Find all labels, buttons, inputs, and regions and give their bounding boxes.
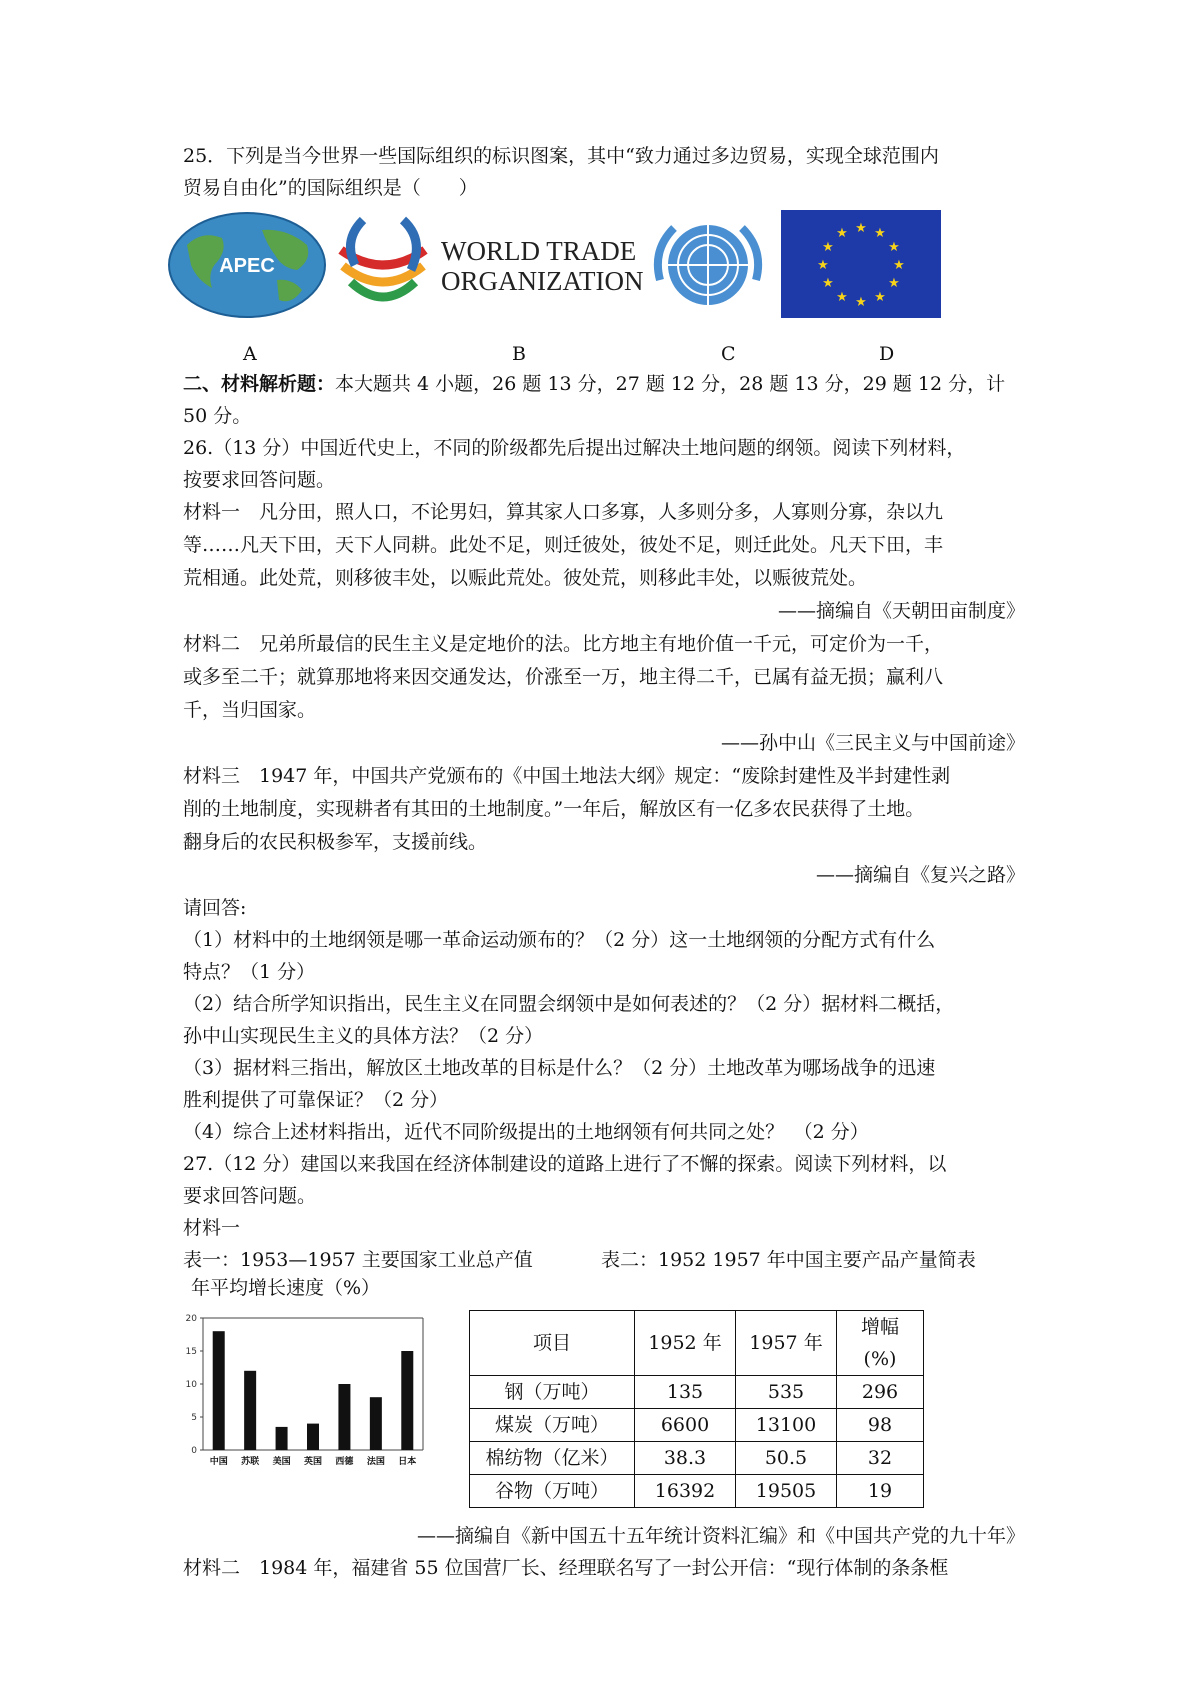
q26-m2-line: 或多至二千；就算那地将来因交通发达，价涨至一万，地主得二千，已属有益无损；赢利八: [183, 666, 944, 688]
table1-title-2: 年平均增长速度（%）: [191, 1277, 381, 1299]
exam-page: [183, 140, 1025, 1584]
apec-globe-icon: [167, 210, 327, 320]
q26-question: （1）材料中的土地纲领是哪一革命运动颁布的？（2 分）这一土地纲领的分配方式有什么: [183, 929, 936, 951]
table-cell: 钢（万吨）: [470, 1376, 635, 1409]
bar: [213, 1331, 225, 1450]
section-heading-bold: 二、材料解析题：: [183, 373, 336, 395]
bar: [370, 1397, 382, 1450]
q27-m1-label: 材料一: [183, 1217, 241, 1239]
q26-question: 胜利提供了可靠保证？（2 分）: [183, 1089, 449, 1111]
table-cell: 98: [837, 1409, 924, 1442]
option-b[interactable]: B: [512, 343, 526, 365]
y-tick-label: 5: [191, 1413, 197, 1423]
table-header-cell: 增幅(%): [837, 1311, 924, 1376]
svg-text:★: ★: [822, 276, 834, 291]
svg-text:★: ★: [855, 295, 867, 310]
q26-m2-source: ——孙中山《三民主义与中国前途》: [720, 732, 1025, 754]
table-header-cell: 1957 年: [736, 1311, 837, 1376]
table-cell: 棉纺物（亿米）: [470, 1442, 635, 1475]
q26-question: （3）据材料三指出，解放区土地改革的目标是什么？（2 分）土地改革为哪场战争的迅速: [183, 1057, 936, 1079]
y-tick-label: 0: [191, 1446, 197, 1456]
q26-m3-line: 翻身后的农民积极参军，支援前线。: [183, 831, 488, 853]
table-row: [470, 1442, 924, 1475]
un-emblem-icon: [646, 210, 771, 320]
svg-text:★: ★: [888, 276, 900, 291]
bar: [276, 1427, 288, 1450]
q26-intro2: 按要求回答问题。: [183, 469, 336, 491]
q27-intro1: 27.（12 分）建国以来我国在经济体制建设的道路上进行了不懈的探索。阅读下列材料，以: [183, 1153, 947, 1175]
wto-logo-icon: [333, 210, 643, 320]
option-a[interactable]: A: [243, 343, 257, 365]
q26-m3-line: 材料三 1947 年，中国共产党颁布的《中国土地法大纲》规定：“废除封建性及半封建性剥: [183, 765, 951, 787]
svg-text:★: ★: [817, 258, 829, 273]
svg-text:★: ★: [888, 240, 900, 255]
table-cell: 135: [635, 1376, 736, 1409]
section-heading: [183, 368, 1025, 400]
y-tick-label: 15: [185, 1347, 197, 1357]
svg-text:★: ★: [836, 290, 848, 305]
table1-title: 表一：1953—1957 主要国家工业总产值: [183, 1249, 533, 1271]
q27-source: ——摘编自《新中国五十五年统计资料汇编》和《中国共产党的九十年》: [416, 1525, 1025, 1547]
q26-m2-line: 千，当归国家。: [183, 699, 317, 721]
svg-text:★: ★: [874, 290, 886, 305]
x-tick-label: 美国: [272, 1457, 291, 1467]
production-table: [469, 1310, 924, 1508]
section-heading-rest: 本大题共 4 小题，26 题 13 分，27 题 12 分，28 题 13 分，29 题 12 分，计: [335, 373, 1006, 395]
q26-intro1: 26.（13 分）中国近代史上，不同的阶级都先后提出过解决土地问题的纲领。阅读下列材料，: [183, 437, 966, 459]
table-row: [470, 1376, 924, 1409]
x-tick-label: 法国: [366, 1457, 385, 1467]
q25-line2: 贸易自由化”的国际组织是（ ）: [183, 177, 478, 199]
table2-title: 表二：1952 1957 年中国主要产品产量简表: [601, 1249, 976, 1271]
table-header-cell: 1952 年: [635, 1311, 736, 1376]
table-row: [470, 1409, 924, 1442]
option-c[interactable]: C: [721, 343, 736, 365]
svg-text:★: ★: [893, 258, 905, 273]
tables-row: [183, 1310, 1025, 1510]
y-tick-label: 10: [185, 1380, 197, 1390]
apec-text: APEC: [219, 255, 275, 277]
table-header-row: [470, 1311, 924, 1376]
q27-material-2: 材料二 1984 年，福建省 55 位国营厂长、经理联名写了一封公开信：“现行体制的条条框: [183, 1557, 949, 1579]
table-cell: 50.5: [736, 1442, 837, 1475]
q26-m1-line: 材料一 凡分田，照人口，不论男妇，算其家人口多寡，人多则分多，人寡则分寡，杂以九: [183, 501, 944, 523]
table-row: [470, 1475, 924, 1508]
wto-text-2: ORGANIZATION: [441, 266, 643, 296]
table-cell: 38.3: [635, 1442, 736, 1475]
wto-text-1: WORLD TRADE: [441, 236, 637, 266]
x-tick-label: 日本: [398, 1457, 417, 1467]
table-cell: 32: [837, 1442, 924, 1475]
option-d[interactable]: D: [879, 343, 895, 365]
q26-question: 特点？（1 分）: [183, 961, 316, 983]
q26-material-3: [183, 760, 1025, 892]
x-tick-label: 西德: [335, 1457, 354, 1467]
y-tick-label: 20: [185, 1314, 197, 1324]
section-heading-line2: 50 分。: [183, 405, 252, 427]
x-tick-label: 苏联: [241, 1457, 260, 1467]
q26-material-2: [183, 628, 1025, 760]
table-cell: 13100: [736, 1409, 837, 1442]
x-tick-label: 中国: [209, 1457, 228, 1467]
bar: [338, 1384, 350, 1450]
q26-material-1: [183, 496, 1025, 628]
q26-ask: 请回答:: [183, 897, 247, 919]
q27-intro2: 要求回答问题。: [183, 1185, 317, 1207]
table-cell: 16392: [635, 1475, 736, 1508]
svg-text:★: ★: [836, 226, 848, 241]
eu-flag-icon: [781, 210, 941, 318]
table-captions: [183, 1244, 1025, 1302]
table-header-cell: 项目: [470, 1311, 635, 1376]
svg-text:★: ★: [874, 226, 886, 241]
table-cell: 6600: [635, 1409, 736, 1442]
bar: [307, 1424, 319, 1450]
x-tick-label: 英国: [303, 1457, 323, 1467]
q26-m1-line: 等……凡天下田，天下人同耕。此处不足，则迁彼处，彼处不足，则迁此处。凡天下田，丰: [183, 534, 944, 556]
logo-row: [183, 210, 1025, 338]
q26-m3-line: 削的土地制度，实现耕者有其田的土地制度。”一年后，解放区有一亿多农民获得了土地。: [183, 798, 925, 820]
option-letters: [183, 338, 1025, 368]
bar: [244, 1371, 256, 1450]
q26-m3-source: ——摘编自《复兴之路》: [815, 864, 1025, 886]
q26-m1-line: 荒相通。此处荒，则移彼丰处，以赈此荒处。彼处荒，则移此丰处，以赈彼荒处。: [183, 567, 868, 589]
bar: [401, 1351, 413, 1450]
table-cell: 煤炭（万吨）: [470, 1409, 635, 1442]
table-cell: 296: [837, 1376, 924, 1409]
svg-text:★: ★: [855, 221, 867, 236]
table-cell: 谷物（万吨）: [470, 1475, 635, 1508]
q26-question: （2）结合所学知识指出，民生主义在同盟会纲领中是如何表述的？（2 分）据材料二概括，: [183, 993, 955, 1015]
q26-question: 孙中山实现民生主义的具体方法？（2 分）: [183, 1025, 544, 1047]
table-cell: 19: [837, 1475, 924, 1508]
q26-m2-line: 材料二 兄弟所最信的民生主义是定地价的法。比方地主有地价值一千元，可定价为一千，: [183, 633, 944, 655]
growth-bar-chart: [181, 1310, 441, 1510]
svg-text:★: ★: [822, 240, 834, 255]
q25-line1: 25．下列是当今世界一些国际组织的标识图案，其中“致力通过多边贸易，实现全球范围内: [183, 145, 939, 167]
table-cell: 19505: [736, 1475, 837, 1508]
q26-question: （4）综合上述材料指出，近代不同阶级提出的土地纲领有何共同之处？ （2 分）: [183, 1121, 869, 1143]
table-cell: 535: [736, 1376, 837, 1409]
q26-m1-source: ——摘编自《天朝田亩制度》: [777, 600, 1025, 622]
